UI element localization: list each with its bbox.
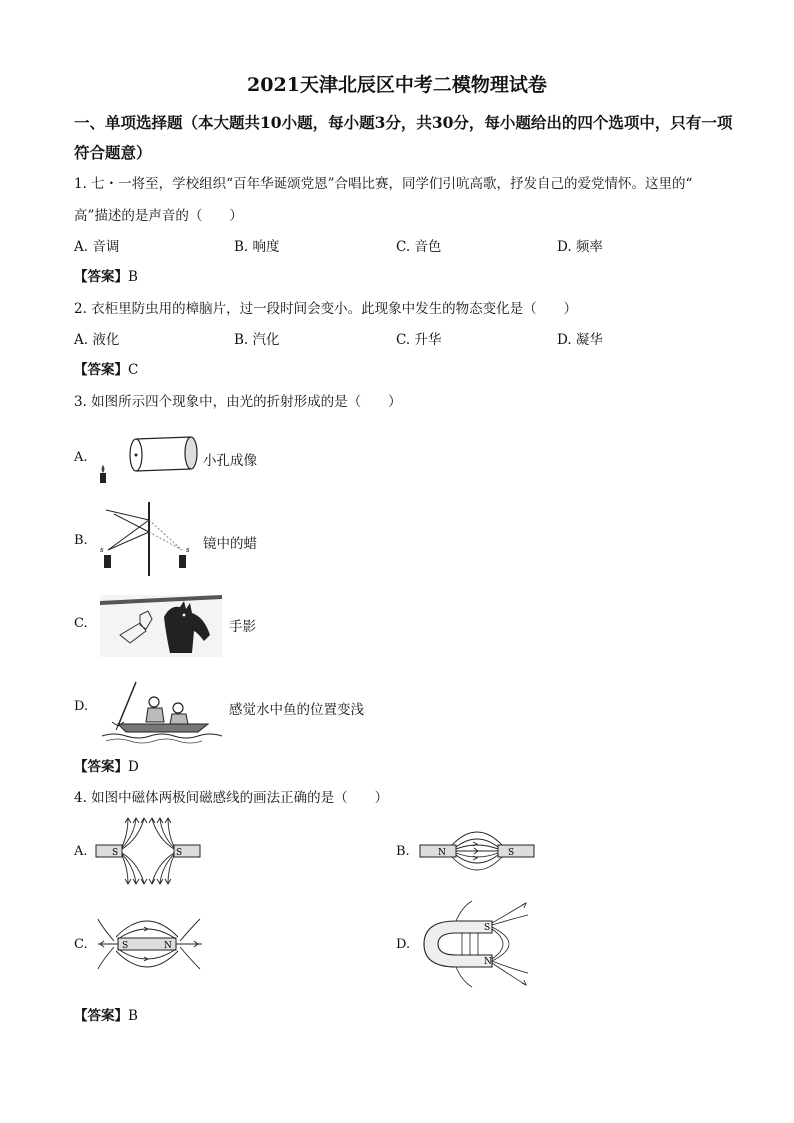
- label-s: s: [100, 546, 104, 554]
- pinhole-camera-figure: [96, 425, 200, 489]
- q2-stem: 2. 衣柜里防虫用的樟脑片，过一段时间会变小。此现象中发生的物态变化是（ ）: [74, 301, 578, 317]
- q4-option-a-label: A.: [74, 844, 88, 859]
- q3-answer: [74, 755, 139, 775]
- magnet-field-figure-a: [94, 817, 204, 885]
- q1-option-d: D. 频率: [557, 239, 603, 255]
- pole-d-top: S: [484, 923, 491, 933]
- q3-option-b-label: B.: [74, 533, 88, 548]
- fishing-boat-figure: [98, 678, 224, 744]
- answer-label: 【答案】: [74, 1008, 128, 1024]
- magnet-field-figure-c: [96, 911, 206, 977]
- pole-d-bottom: N: [484, 957, 492, 967]
- horseshoe-magnet-figure-d: [416, 899, 530, 989]
- pole-b-right: S: [508, 848, 515, 858]
- mirror-candle-figure: [100, 500, 192, 578]
- q1-stem-line1: 1. 七・一将至，学校组织“百年华诞颂党恩”合唱比赛，同学们引吭高歌，抒发自己的爱党情怀。这里的“: [74, 176, 693, 192]
- q2-option-c: C. 升华: [396, 332, 442, 348]
- q3-option-a-label: A.: [74, 450, 88, 465]
- pole-a-left: S: [112, 848, 119, 858]
- q1-answer: [74, 265, 138, 285]
- label-s-prime: s: [186, 546, 190, 554]
- section-heading: 一、单项选择题（本大题共10小题，每小题3分，共30分，每小题给出的四个选项中，只有一项符合题意）: [74, 113, 733, 162]
- answer-value: D: [128, 759, 139, 775]
- q3-option-a-caption: 小孔成像: [203, 453, 257, 469]
- answer-value: B: [128, 269, 138, 285]
- q2-option-b: B. 汽化: [234, 332, 280, 348]
- q4-option-c-label: C.: [74, 937, 88, 952]
- q3-stem: 3. 如图所示四个现象中，由光的折射形成的是（ ）: [74, 394, 402, 410]
- pole-c-right: N: [164, 941, 172, 951]
- answer-value: B: [128, 1008, 138, 1024]
- q1-stem-line2: 高”描述的是声音的（ ）: [74, 208, 243, 224]
- q4-option-d-label: D.: [396, 937, 411, 952]
- pole-b-left: N: [438, 848, 446, 858]
- q2-option-d: D. 凝华: [557, 332, 603, 348]
- q1-option-b: B. 响度: [234, 239, 280, 255]
- magnet-field-figure-b: [418, 823, 536, 881]
- q3-option-c-caption: 手影: [229, 619, 256, 635]
- q3-option-b-caption: 镜中的蜡: [203, 536, 257, 552]
- q3-option-d-label: D.: [74, 699, 89, 714]
- q4-stem: 4. 如图中磁体两极间磁感线的画法正确的是（ ）: [74, 790, 389, 806]
- answer-label: 【答案】: [74, 759, 128, 775]
- q3-option-d-caption: 感觉水中鱼的位置变浅: [229, 702, 364, 718]
- q1-option-c: C. 音色: [396, 239, 442, 255]
- pole-a-right: S: [176, 848, 183, 858]
- hand-shadow-figure: [100, 595, 222, 657]
- q2-answer: [74, 358, 138, 378]
- answer-label: 【答案】: [74, 269, 128, 285]
- answer-value: C: [128, 362, 139, 378]
- q3-option-c-label: C.: [74, 616, 88, 631]
- pole-c-left: S: [122, 941, 129, 951]
- q4-answer: [74, 1004, 138, 1024]
- q4-option-b-label: B.: [396, 844, 410, 859]
- answer-label: 【答案】: [74, 362, 128, 378]
- page-title: 2021天津北辰区中考二模物理试卷: [247, 74, 547, 96]
- q1-option-a: A. 音调: [74, 239, 120, 255]
- q2-option-a: A. 液化: [74, 332, 120, 348]
